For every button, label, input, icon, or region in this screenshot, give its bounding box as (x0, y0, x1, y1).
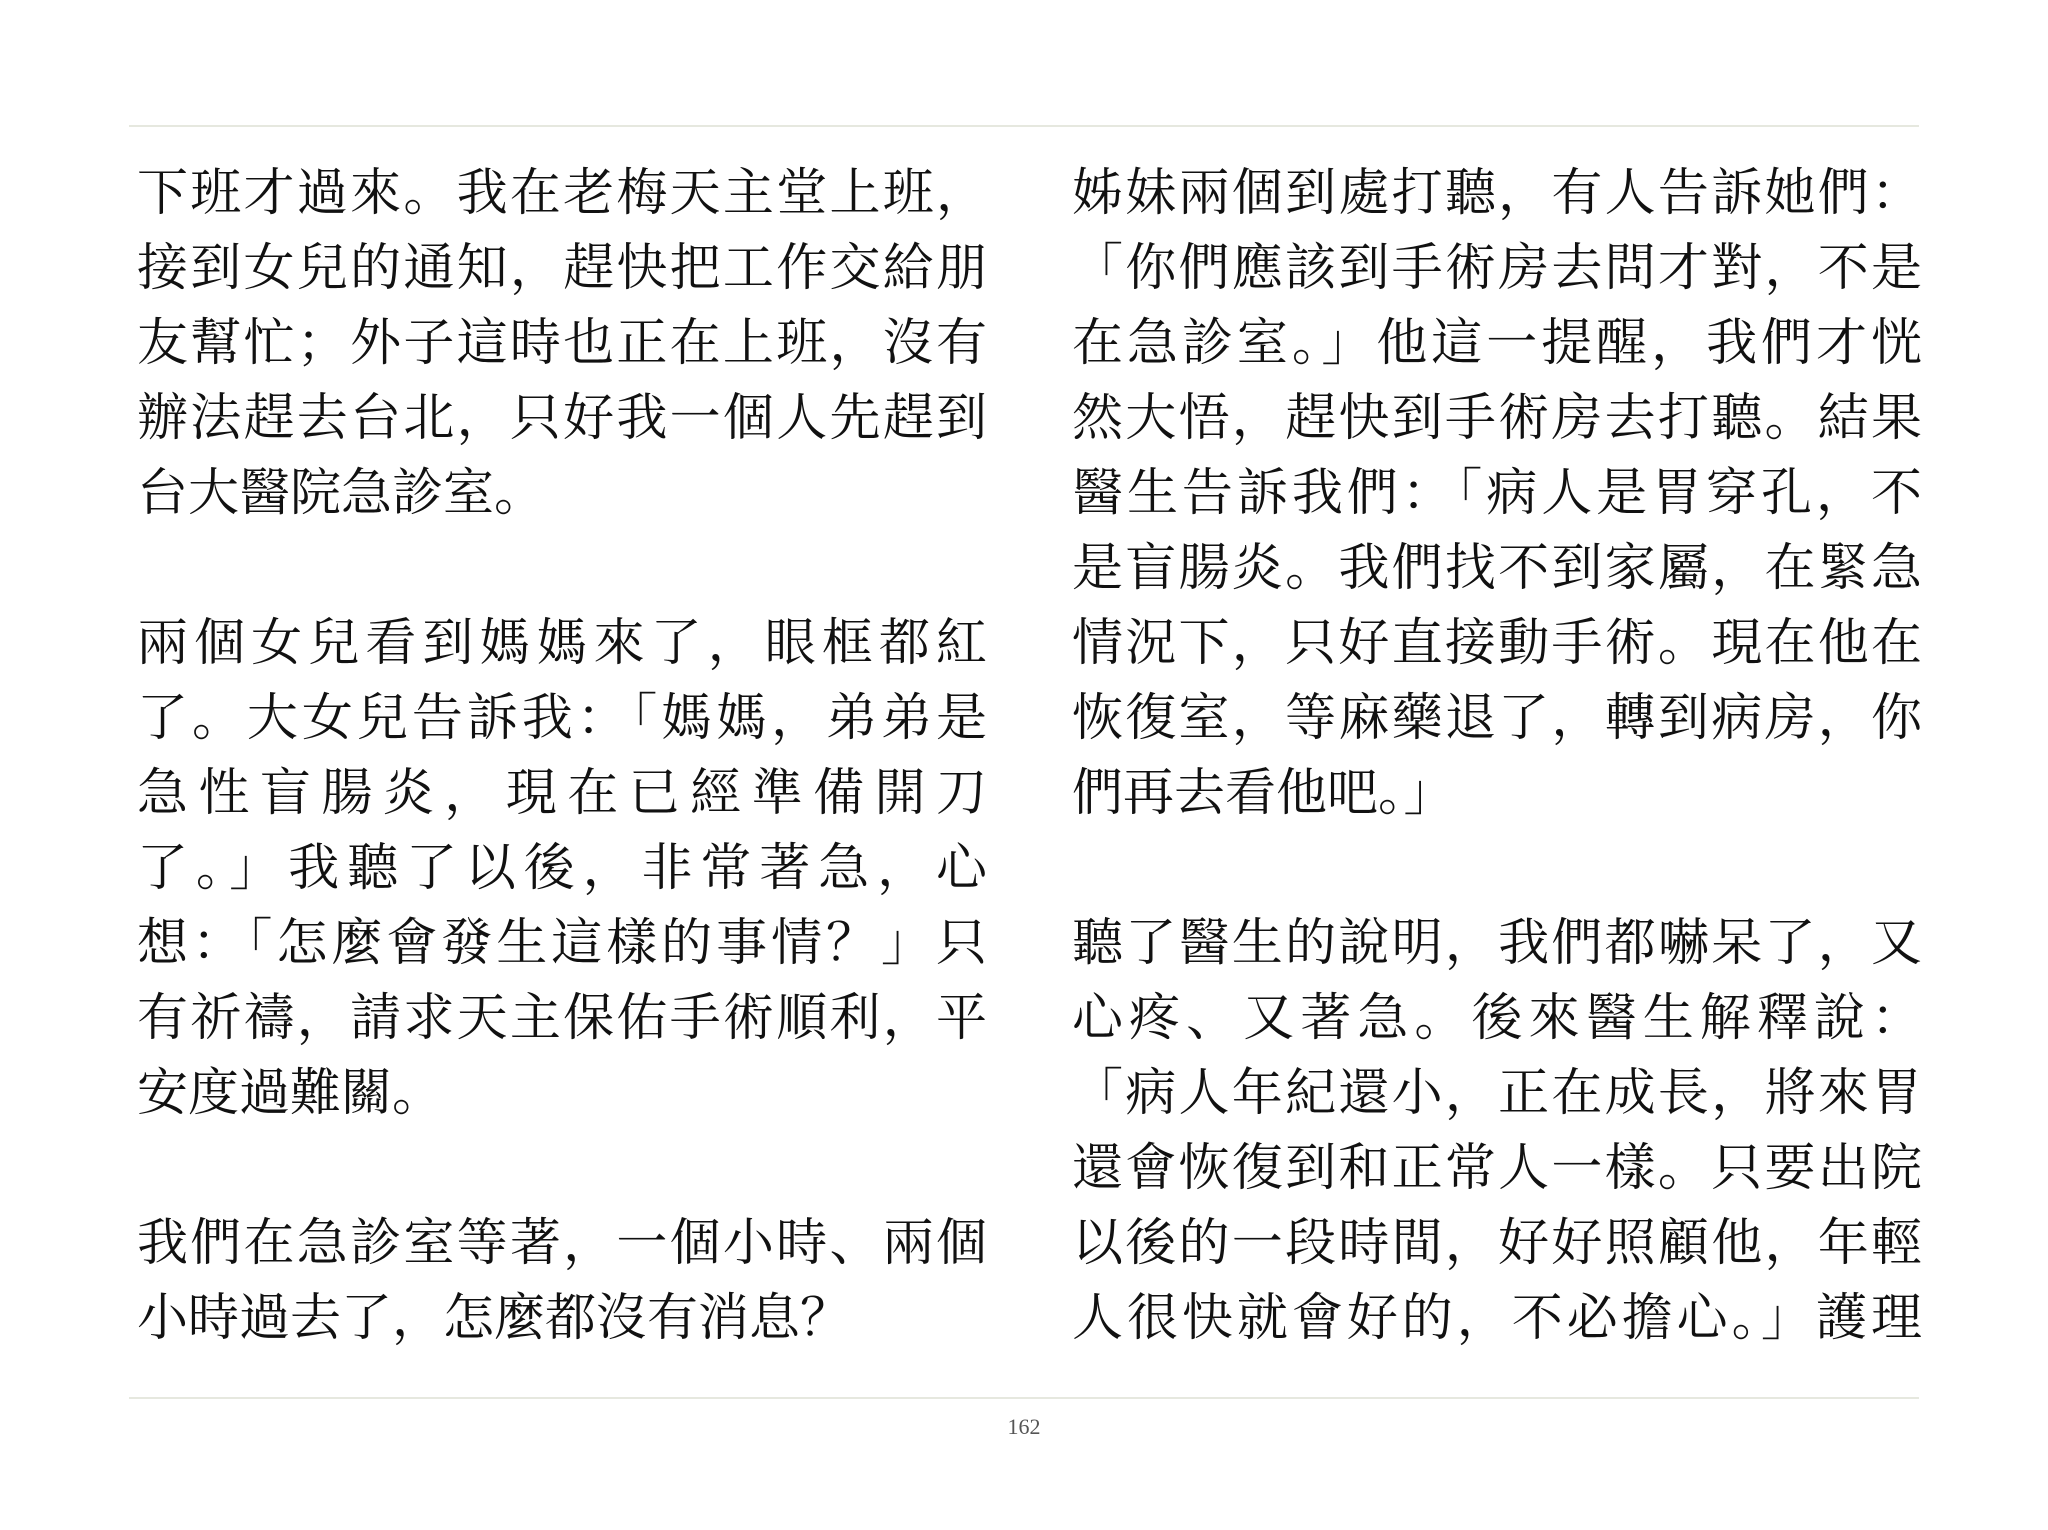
text-line: 心疼、又著急。後來醫生解釋說： (1072, 989, 1922, 1048)
text-line: 安度過難關。 (137, 1064, 444, 1123)
text-line: 友幫忙；外子這時也正在上班，沒有 (137, 314, 987, 373)
left-column (137, 156, 987, 1431)
text-line: 情況下，只好直接動手術。現在他在 (1072, 614, 1922, 673)
text-line: 想：「怎麼會發生這樣的事情？」只 (137, 914, 987, 973)
text-line: 醫生告訴我們：「病人是胃穿孔，不 (1072, 464, 1922, 523)
paragraph (137, 1206, 987, 1356)
text-line: 我們在急診室等著，一個小時、兩個 (137, 1214, 987, 1273)
text-line: 辦法趕去台北，只好我一個人先趕到 (137, 389, 987, 448)
text-line: 「病人年紀還小，正在成長，將來胃 (1072, 1064, 1922, 1123)
text-line: 還會恢復到和正常人一樣。只要出院 (1072, 1139, 1922, 1198)
text-line: 人很快就會好的，不必擔心。」護理 (1072, 1289, 1922, 1348)
bottom-rule (129, 1397, 1919, 1399)
text-line: 恢復室，等麻藥退了，轉到病房，你 (1072, 689, 1922, 748)
paragraph (137, 606, 987, 1131)
text-line: 了。」我聽了以後，非常著急，心 (137, 839, 987, 898)
text-line: 們再去看他吧。」 (1072, 764, 1455, 823)
text-line: 接到女兒的通知，趕快把工作交給朋 (137, 239, 987, 298)
text-line: 「你們應該到手術房去問才對，不是 (1072, 239, 1922, 298)
paragraph (137, 156, 987, 531)
paragraph (1072, 906, 1922, 1356)
right-column (1072, 156, 1922, 1431)
text-line: 兩個女兒看到媽媽來了，眼框都紅 (137, 614, 987, 673)
paragraph (1072, 156, 1922, 831)
text-line: 在急診室。」他這一提醒，我們才恍 (1072, 314, 1922, 373)
text-line: 是盲腸炎。我們找不到家屬，在緊急 (1072, 539, 1922, 598)
text-line: 急性盲腸炎，現在已經準備開刀 (137, 764, 987, 823)
text-line: 有祈禱，請求天主保佑手術順利，平 (137, 989, 987, 1048)
text-line: 以後的一段時間，好好照顧他，年輕 (1072, 1214, 1922, 1273)
text-line: 聽了醫生的說明，我們都嚇呆了，又 (1072, 914, 1922, 973)
page-number: 162 (1007, 1414, 1041, 1439)
top-rule (129, 125, 1919, 127)
text-line: 了。大女兒告訴我：「媽媽，弟弟是 (137, 689, 987, 748)
text-line: 然大悟，趕快到手術房去打聽。結果 (1072, 389, 1922, 448)
text-line: 姊妹兩個到處打聽，有人告訴她們： (1072, 164, 1922, 223)
text-line: 台大醫院急診室。 (137, 464, 546, 523)
text-line: 下班才過來。我在老梅天主堂上班， (137, 164, 987, 223)
text-line: 小時過去了，怎麼都沒有消息？ (137, 1289, 852, 1348)
